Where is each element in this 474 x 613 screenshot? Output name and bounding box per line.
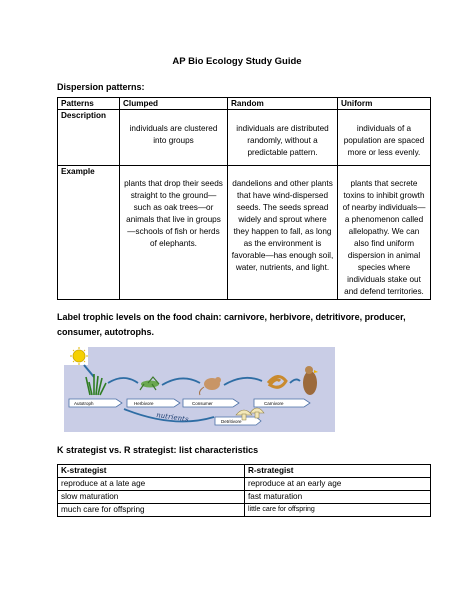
autotroph-label: Autotroph: [74, 401, 94, 406]
header-uniform: Uniform: [338, 98, 431, 110]
table-row: [58, 504, 431, 517]
clumped-example: plants that drop their seeds straight to the ground—such as oak trees—or animals that live in groups—schools of fish or herds of elephants.: [124, 179, 223, 248]
table-cell: reproduce at an early age: [245, 478, 431, 491]
uniform-example: plants that secrete toxins to inhibit growth of nearby individuals—a phenomenon called allelopathy. We can also find uniform dispersion in animal species where individuals stake out and defend territories.: [342, 179, 426, 296]
dispersion-table: [57, 97, 431, 300]
table-row: [58, 491, 431, 504]
table-cell: [228, 166, 338, 300]
table-row: [58, 166, 431, 300]
table-row: [58, 465, 431, 478]
header-random: Random: [228, 98, 338, 110]
table-cell: [120, 166, 228, 300]
table-cell: [338, 166, 431, 300]
table-cell: much care for offspring: [58, 504, 245, 517]
table-row: [58, 110, 431, 166]
table-cell: reproduce at a late age: [58, 478, 245, 491]
diagram-panel: [64, 347, 335, 432]
clumped-description: individuals are clustered into groups: [129, 124, 218, 145]
header-clumped: Clumped: [120, 98, 228, 110]
nutrients-label: nutrients: [155, 411, 190, 424]
header-r-strategist: R-strategist: [245, 465, 431, 478]
table-row: [58, 98, 431, 110]
random-example: dandelions and other plants that have wind-dispersed seeds. The seeds spread widely and sprout where they happen to fall, as long as the environment is favorable—has enough soil, water, nutrients, and light.: [231, 179, 334, 272]
example-label: Example: [58, 166, 120, 300]
detritivore-label: Detritivore: [221, 419, 242, 424]
description-label: Description: [58, 110, 120, 166]
table-cell: slow maturation: [58, 491, 245, 504]
sun-icon: [64, 347, 88, 365]
header-k-strategist: K-strategist: [58, 465, 245, 478]
header-patterns: Patterns: [58, 98, 120, 110]
table-row: [58, 478, 431, 491]
table-cell: fast maturation: [245, 491, 431, 504]
random-description: individuals are distributed randomly, without a predictable pattern.: [236, 124, 329, 157]
consumer-label: Consumer: [192, 401, 213, 406]
carnivore-label: Carnivore: [264, 401, 284, 406]
dispersion-heading: Dispersion patterns:: [57, 82, 145, 92]
table-cell: [228, 110, 338, 166]
food-chain-diagram: [64, 347, 335, 432]
table-cell: [338, 110, 431, 166]
kr-table: [57, 464, 431, 517]
table-cell: [120, 110, 228, 166]
page-title: AP Bio Ecology Study Guide: [172, 56, 302, 67]
herbivore-label: Herbivore: [134, 401, 154, 406]
uniform-description: individuals of a population are spaced more or less evenly.: [343, 124, 425, 157]
table-cell: little care for offspring: [245, 504, 431, 517]
trophic-heading: Label trophic levels on the food chain: carnivore, herbivore, detritivore, producer, consumer, autotrophs.: [57, 312, 406, 337]
kr-heading: K strategist vs. R strategist: list characteristics: [57, 445, 259, 455]
